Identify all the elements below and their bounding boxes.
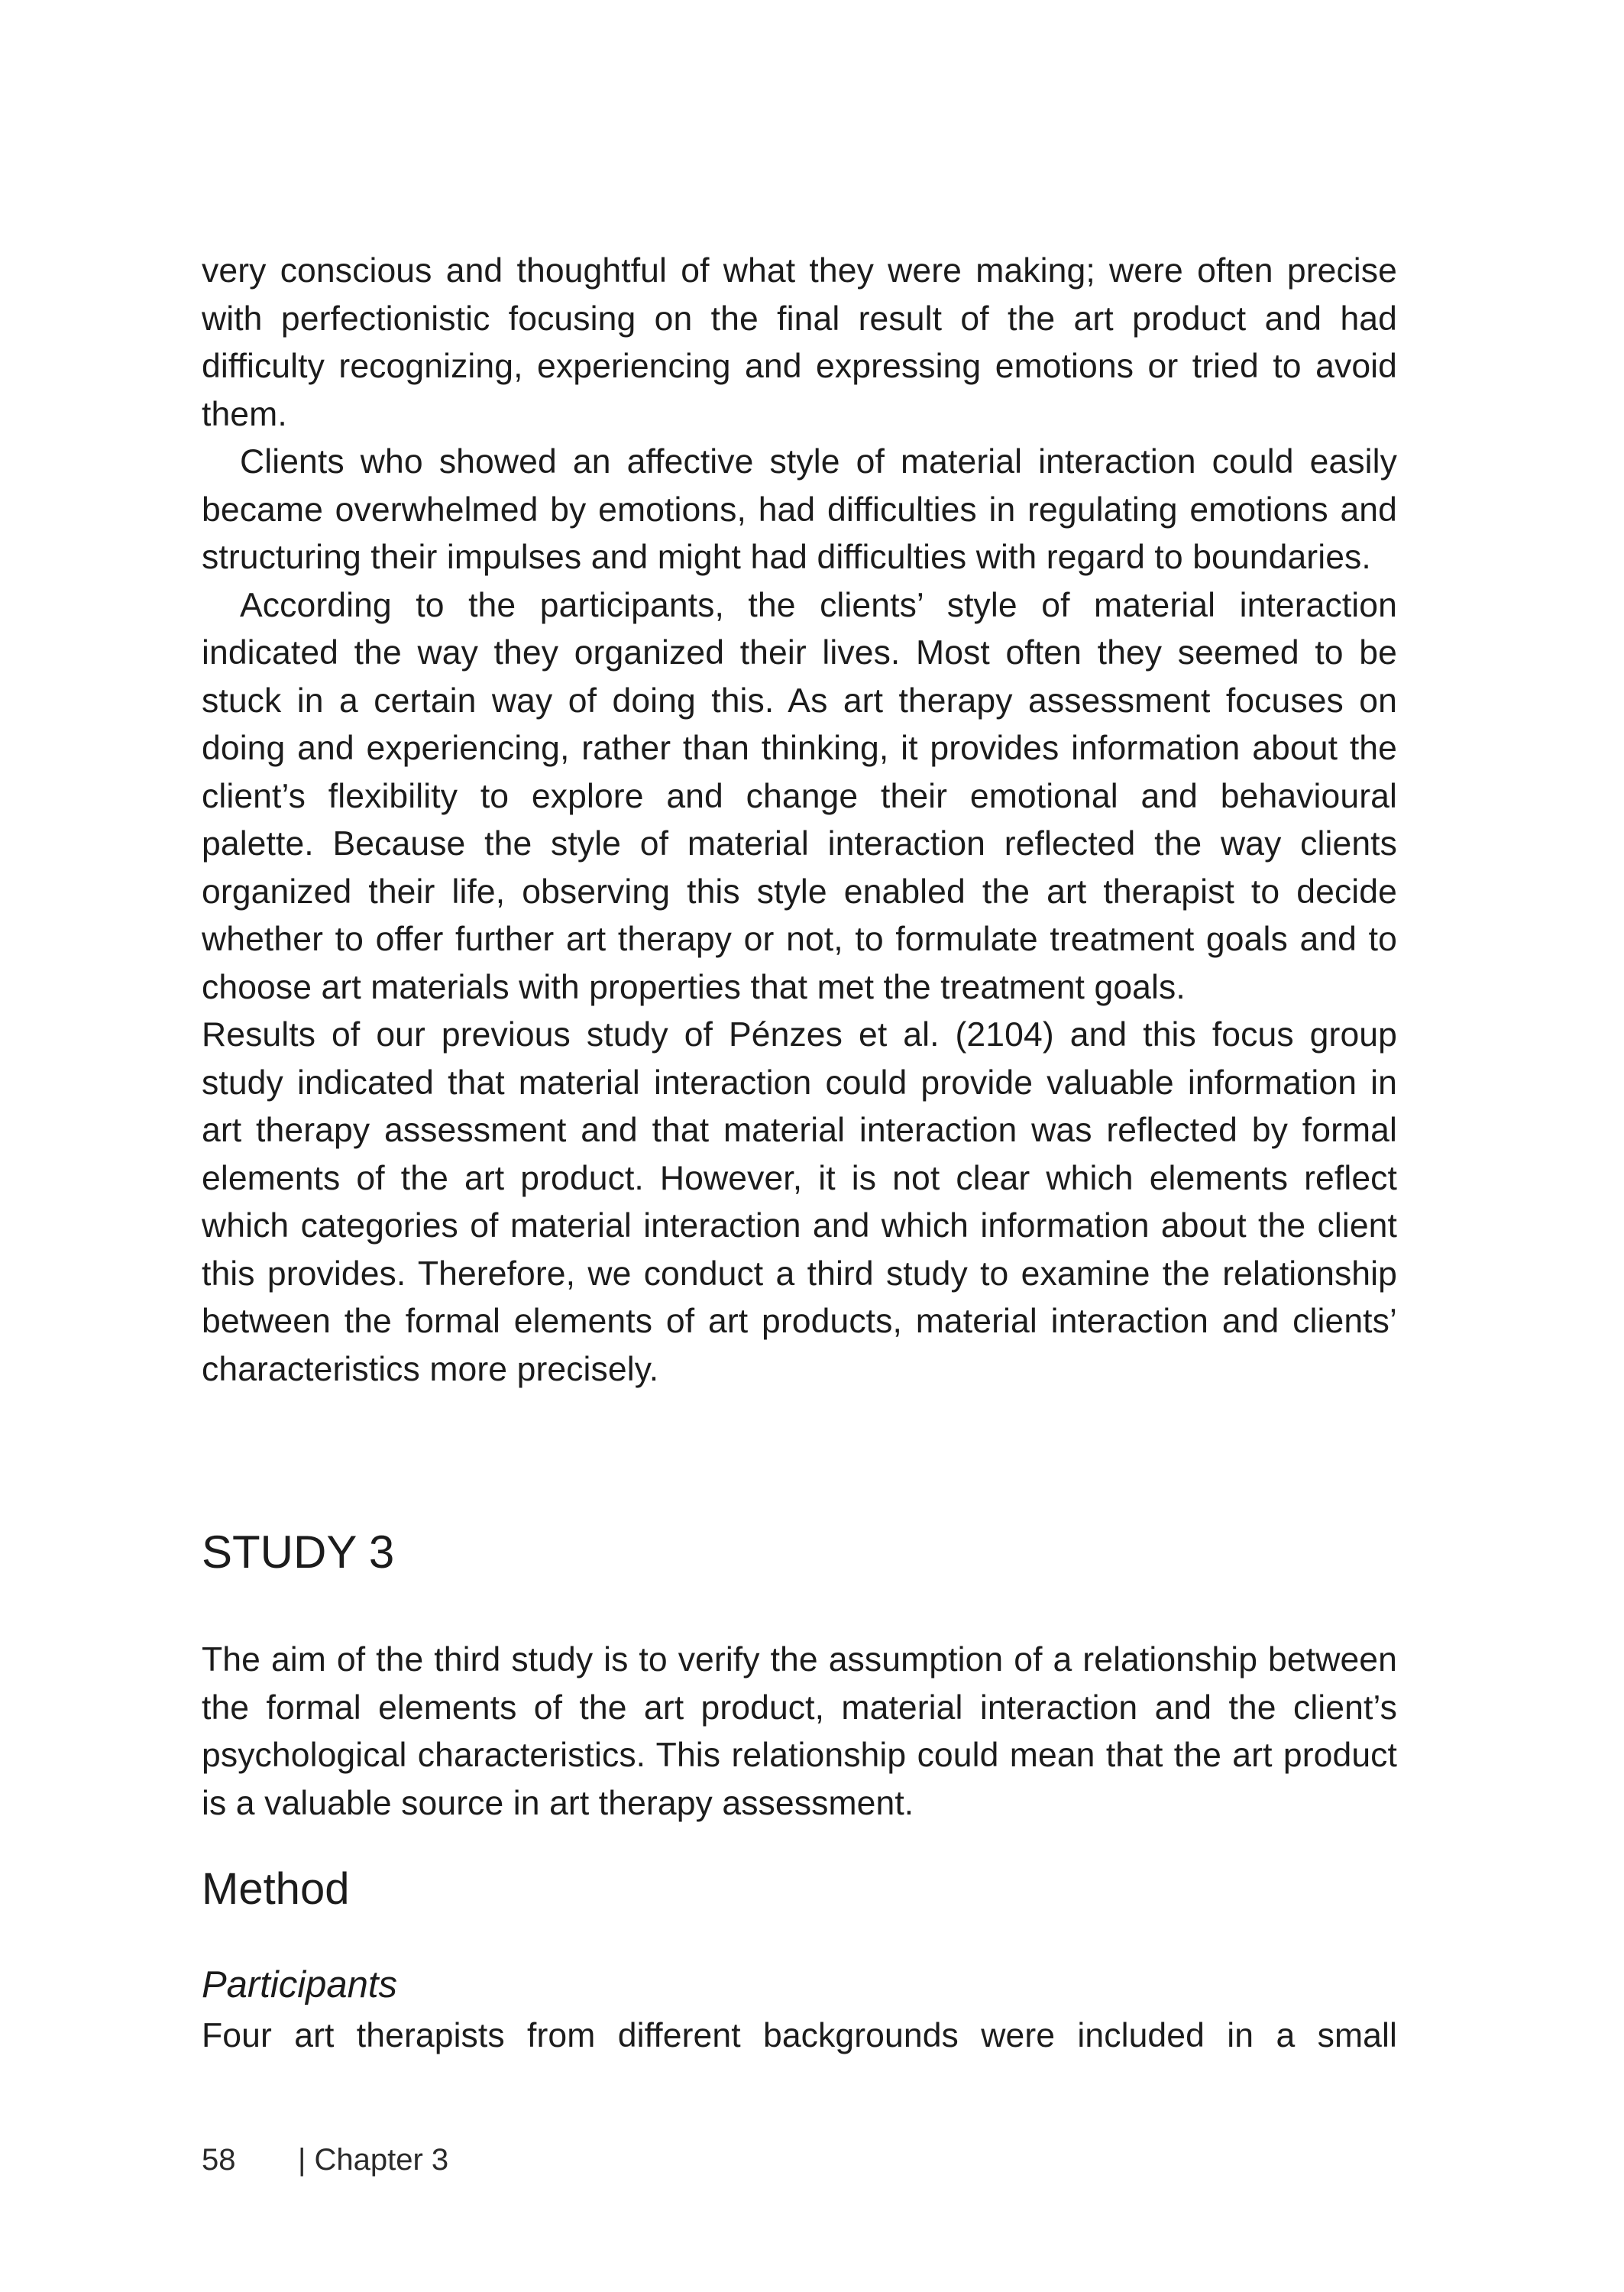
paragraph-continued: very conscious and thoughtful of what they were making; were often precise with perfectionistic focusing on the final result of the art product and had difficulty recognizing, experiencing and expressing emotions or tried to avoid them. [202,252,1397,433]
page-number: 58 [202,2143,236,2177]
chapter-label: | Chapter 3 [298,2143,449,2177]
paragraph-organized-lives: According to the participants, the clients’ style of material interaction indicated the way they organized their lives. Most often they seemed to be stuck in a certain way of doing this. As art therapy assessment focuses on doing and experiencing, rather than thinking, it provides information about the client’s flexibility to explore and change their emotional and behavioural palette. Because the style of material interaction reflected the way clients organized their life, observing this style enabled the art therapist to decide whether to offer further art therapy or not, to formulate treatment goals and to choose art materials with properties that met the treatment goals. [202,586,1397,1006]
participants-text-block [202,2012,1397,2061]
page-footer [202,2141,449,2179]
paragraph-participants: Four art therapists from different backgrounds were included in a small [202,2017,1397,2054]
paragraph-affective-style: Clients who showed an affective style of material interaction could easily became overwhelmed by emotions, had difficulties in regulating emotions and structuring their impulses and might had difficulties with regard to boundaries. [202,443,1397,576]
intro-text-block [202,248,1397,1394]
subheading-participants: Participants [202,1964,398,2006]
paragraph-study-aim: The aim of the third study is to verify the assumption of a relationship between the formal elements of the art product, material interaction and the client’s psychological characteristics. This relationship could mean that the art product is a valuable source in art therapy assessment. [202,1641,1397,1822]
study-intro-block [202,1636,1397,1827]
paragraph-previous-study: Results of our previous study of Pénzes et al. (2104) and this focus group study indicated that material interaction could provide valuable information in art therapy assessment and that material interaction was reflected by formal elements of the art product. However, it is not clear which elements reflect which categories of material interaction and which information about the client this provides. Therefore, we conduct a third study to examine the relationship between the formal elements of art products, material interaction and clients’ characteristics more precisely. [202,1016,1397,1388]
section-heading-study-3: STUDY 3 [202,1526,395,1578]
section-heading-method: Method [202,1864,350,1914]
